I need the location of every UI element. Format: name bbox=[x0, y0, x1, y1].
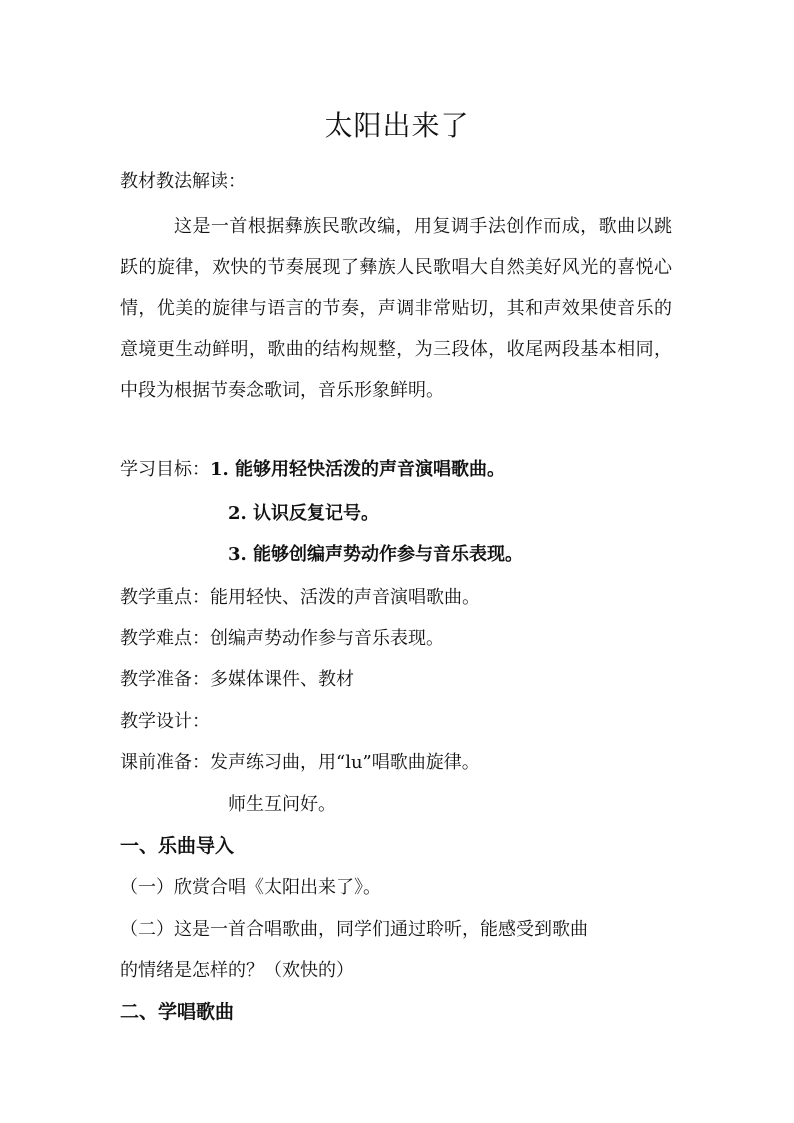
design-label: 教学设计： bbox=[120, 711, 210, 732]
goals-label: 学习目标： bbox=[120, 459, 210, 480]
goal-item-3: 3. 能够创编声势动作参与音乐表现。 bbox=[228, 544, 524, 565]
section-heading-1: 一、乐曲导入 bbox=[120, 835, 235, 857]
difficulty-label: 教学难点： bbox=[120, 628, 210, 649]
key-point-text: 能用轻快、活泼的声音演唱歌曲。 bbox=[210, 587, 480, 608]
preclass-text: 发声练习曲，用“lu”唱歌曲旋律。 bbox=[210, 752, 480, 773]
key-point-label: 教学重点： bbox=[120, 587, 210, 608]
section-label-analysis: 教材教法解读： bbox=[120, 171, 246, 192]
difficulty-row bbox=[120, 627, 672, 651]
page-title: 太阳出来了 bbox=[324, 109, 470, 142]
goals-row bbox=[120, 458, 672, 482]
prep-label: 教学准备： bbox=[120, 669, 210, 690]
key-point-row bbox=[120, 586, 672, 610]
prep-text: 多媒体课件、教材 bbox=[210, 669, 354, 690]
prep-row bbox=[120, 668, 672, 692]
section-heading-2: 二、学唱歌曲 bbox=[120, 1001, 235, 1023]
preclass-row bbox=[120, 751, 672, 775]
goal-item-1: 1. 能够用轻快活泼的声音演唱歌曲。 bbox=[210, 459, 506, 480]
goal-item-2: 2. 认识反复记号。 bbox=[228, 503, 380, 524]
list-item-2-line-2: 的情绪是怎样的？（欢快的） bbox=[120, 960, 354, 981]
difficulty-text: 创编声势动作参与音乐表现。 bbox=[210, 628, 444, 649]
greeting-text: 师生互问好。 bbox=[228, 794, 336, 815]
preclass-label: 课前准备： bbox=[120, 752, 210, 773]
intro-paragraph: 这是一首根据彝族民歌改编，用复调手法创作而成，歌曲以跳跃的旋律，欢快的节奏展现了彝族人民歌唱大自然美好风光的喜悦心情，优美的旋律与语言的节奏，声调非常贴切，其和声效果使音乐的意境更生动鲜明，歌曲的结构规整，为三段体，收尾两段基本相同，中段为根据节奏念歌词，音乐形象鲜明。 bbox=[120, 216, 672, 401]
list-item-1: （一）欣赏合唱《太阳出来了》。 bbox=[120, 877, 381, 898]
list-item-2-line-1: （二）这是一首合唱歌曲，同学们通过聆听，能感受到歌曲 bbox=[120, 919, 588, 940]
